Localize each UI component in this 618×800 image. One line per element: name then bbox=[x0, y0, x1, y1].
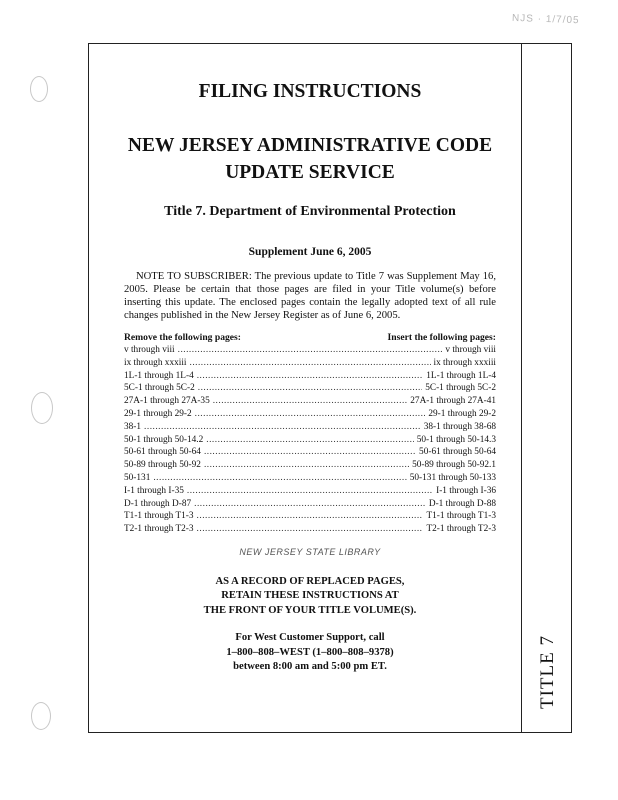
handwritten-stamp: NJS · 1/7/05 bbox=[511, 12, 580, 27]
insert-pages: 5C-1 through 5C-2 bbox=[425, 383, 496, 394]
remove-pages: 29-1 through 29-2 bbox=[124, 408, 192, 419]
table-row bbox=[124, 523, 496, 536]
table-row bbox=[124, 459, 496, 472]
remove-header: Remove the following pages: bbox=[124, 332, 241, 343]
insert-pages: 50-89 through 50-92.1 bbox=[412, 460, 496, 471]
table-row bbox=[124, 344, 496, 357]
insert-pages: I-1 through I-36 bbox=[436, 485, 496, 496]
dot-leader bbox=[204, 446, 416, 459]
table-row bbox=[124, 485, 496, 498]
dot-leader bbox=[213, 395, 408, 408]
remove-pages: T2-1 through T2-3 bbox=[124, 524, 194, 535]
table-row bbox=[124, 472, 496, 485]
insert-pages: v through viii bbox=[445, 345, 496, 355]
insert-pages: 50-61 through 50-64 bbox=[419, 447, 496, 458]
department-subtitle: Title 7. Department of Environmental Protection bbox=[164, 204, 456, 219]
hole-punch-mark bbox=[31, 702, 51, 730]
table-row bbox=[124, 434, 496, 447]
title-tab bbox=[524, 632, 572, 712]
dot-leader bbox=[197, 523, 424, 536]
insert-pages: 38-1 through 38-68 bbox=[423, 421, 496, 432]
retain-line1: AS A RECORD OF REPLACED PAGES, bbox=[215, 575, 405, 587]
dot-leader bbox=[195, 408, 426, 421]
remove-pages: 50-1 through 50-14.2 bbox=[124, 434, 204, 445]
support-phone: 1–800–808–WEST (1–800–808–9378) bbox=[226, 646, 394, 658]
dot-leader bbox=[190, 357, 431, 370]
table-row bbox=[124, 408, 496, 421]
insert-pages: 27A-1 through 27A-41 bbox=[410, 396, 496, 407]
table-row bbox=[124, 357, 496, 370]
remove-pages: 1L-1 through 1L-4 bbox=[124, 370, 194, 381]
dot-leader bbox=[197, 510, 424, 523]
hole-punch-mark bbox=[31, 392, 53, 424]
remove-pages: 27A-1 through 27A-35 bbox=[124, 396, 210, 407]
dot-leader bbox=[204, 459, 409, 472]
title-tab-label: TITLE 7 bbox=[537, 634, 559, 710]
table-row bbox=[124, 382, 496, 395]
insert-pages: T1-1 through T1-3 bbox=[426, 511, 496, 522]
insert-pages: 1L-1 through 1L-4 bbox=[426, 370, 496, 381]
remove-pages: 50-61 through 50-64 bbox=[124, 447, 201, 458]
dot-leader bbox=[153, 472, 406, 485]
code-title bbox=[124, 132, 496, 186]
insert-pages: D-1 through D-88 bbox=[428, 498, 496, 509]
retain-line2: RETAIN THESE INSTRUCTIONS AT bbox=[221, 590, 399, 602]
insert-header: Insert the following pages: bbox=[387, 332, 496, 343]
table-row bbox=[124, 370, 496, 383]
remove-pages: 5C-1 through 5C-2 bbox=[124, 383, 195, 394]
dot-leader bbox=[206, 434, 413, 447]
remove-pages: v through viii bbox=[124, 345, 175, 355]
remove-pages: 50-89 through 50-92 bbox=[124, 460, 201, 471]
dot-leader bbox=[187, 485, 433, 498]
remove-pages: 50-131 bbox=[124, 472, 151, 483]
table-row bbox=[124, 446, 496, 459]
insert-pages: 50-131 through 50-133 bbox=[409, 472, 496, 483]
insert-pages: 50-1 through 50-14.3 bbox=[416, 434, 496, 445]
dot-leader bbox=[197, 370, 424, 383]
remove-pages: D-1 through D-87 bbox=[124, 498, 192, 509]
table-row bbox=[124, 421, 496, 434]
remove-pages: I-1 through I-35 bbox=[124, 485, 184, 496]
table-row bbox=[124, 510, 496, 523]
subscriber-note: NOTE TO SUBSCRIBER: The previous update to Title 7 was Supplement May 16, 2005. Please be certain that those pages are filed in your Title volume(s) before inserting this update. The enclosed pages contain the legally adopted text of all rule changes published in the New Jersey Register as of June 6, 2005. bbox=[124, 271, 496, 321]
insert-pages: ix through xxxiii bbox=[433, 357, 496, 368]
table-row bbox=[124, 395, 496, 408]
insert-pages: 29-1 through 29-2 bbox=[428, 408, 496, 419]
remove-pages: ix through xxxiii bbox=[124, 357, 187, 368]
tab-divider bbox=[521, 43, 522, 733]
pages-table-header bbox=[124, 332, 496, 344]
page-title: FILING INSTRUCTIONS bbox=[198, 81, 422, 102]
remove-pages: 38-1 bbox=[124, 421, 142, 432]
support-hours: between 8:00 am and 5:00 pm ET. bbox=[233, 661, 387, 673]
dot-leader bbox=[198, 382, 422, 395]
table-row bbox=[124, 498, 496, 511]
retain-instructions bbox=[124, 575, 496, 619]
support-line1: For West Customer Support, call bbox=[235, 632, 385, 644]
customer-support bbox=[124, 631, 496, 675]
dot-leader bbox=[194, 498, 426, 511]
supplement-date: Supplement June 6, 2005 bbox=[248, 246, 372, 258]
pages-table bbox=[124, 344, 496, 536]
remove-pages: T1-1 through T1-3 bbox=[124, 511, 194, 522]
retain-line3: THE FRONT OF YOUR TITLE VOLUME(S). bbox=[203, 604, 417, 616]
document-body bbox=[124, 80, 496, 675]
code-title-line1: NEW JERSEY ADMINISTRATIVE CODE bbox=[127, 135, 493, 156]
dot-leader bbox=[144, 421, 421, 434]
insert-pages: T2-1 through T2-3 bbox=[426, 524, 496, 535]
library-stamp: NEW JERSEY STATE LIBRARY bbox=[239, 546, 381, 557]
hole-punch-mark bbox=[30, 76, 48, 102]
code-title-line2: UPDATE SERVICE bbox=[225, 162, 395, 183]
dot-leader bbox=[178, 344, 443, 357]
